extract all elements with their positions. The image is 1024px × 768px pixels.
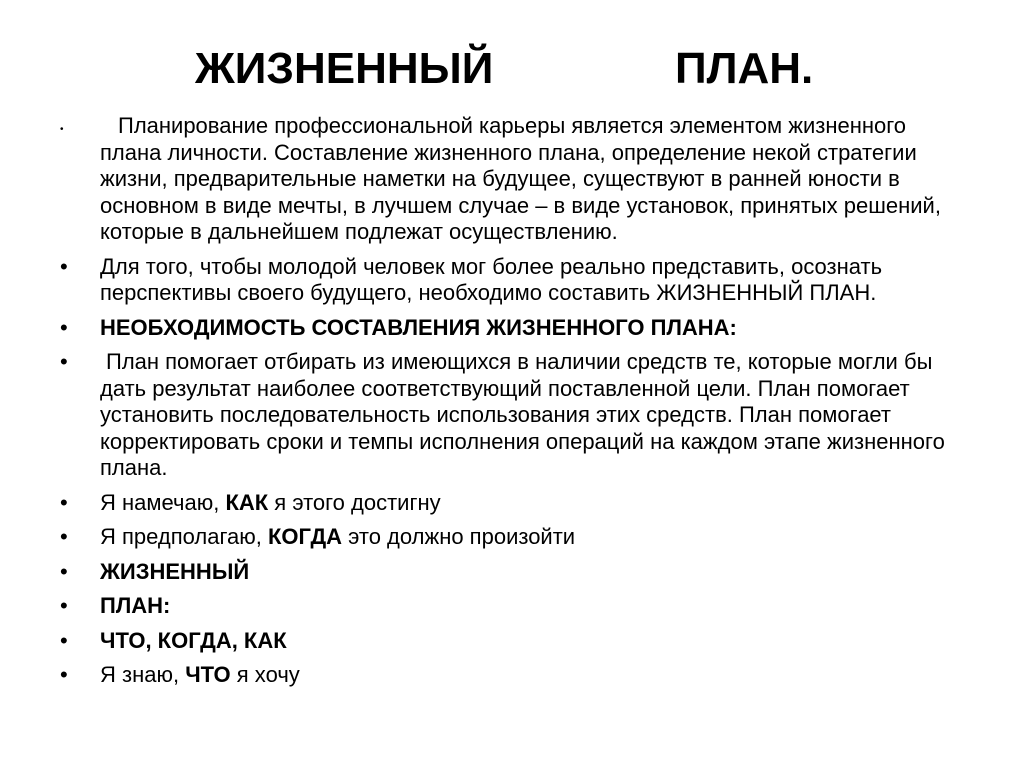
bullet-text <box>100 628 958 655</box>
bullet-bold-word: КАК <box>225 489 269 515</box>
bullet-text-after: я этого достигну <box>268 489 441 515</box>
bullet-what <box>58 662 958 689</box>
bullet-dot-icon: • <box>60 253 68 279</box>
bullet-when <box>58 524 958 551</box>
bullet-bold-word: ЧТО <box>185 662 231 687</box>
bullet-text <box>100 593 958 620</box>
bullet-text-after: я хочу <box>230 662 300 687</box>
bullet-text <box>100 559 958 586</box>
bullet-how <box>58 490 958 517</box>
bullet-text <box>100 490 958 517</box>
bullet-dot-icon: • <box>60 124 64 135</box>
bullet-text <box>100 315 958 342</box>
bullet-bold-word: КОГДА <box>267 524 343 549</box>
bullet-dot-icon: • <box>60 524 68 549</box>
bullet-text: Планирование профессиональной карьеры является элементом жизненного плана личности. Составление жизненного плана, определение некой стратегии жизни, предварительные наметки на будущее, существуют в ранней юности в основном в виде мечты, в лучшем случае – в виде установок, принятых решений, которые в дальнейшем подлежат осуществлению. <box>100 113 941 244</box>
bullet-life <box>58 559 958 586</box>
bullet-dot-icon: • <box>60 314 68 340</box>
bullet-necessity-heading <box>58 315 958 342</box>
bullet-text-before: Я знаю, <box>100 662 186 687</box>
bullet-dot-icon: • <box>60 558 68 584</box>
bullet-purpose <box>58 254 958 307</box>
bullet-list <box>58 113 958 697</box>
bullet-dot-icon: • <box>60 489 68 515</box>
title-word-1: ЖИЗНЕННЫЙ <box>195 44 494 93</box>
slide-title <box>0 38 1024 100</box>
bullet-plan-helps <box>58 349 958 482</box>
bullet-text: План помогает отбирать из имеющихся в наличии средств те, которые могли бы дать результат наиболее соответствующий поставленной цели. План помогает установить последовательность использования этих средств. План помогает корректировать сроки и темпы исполнения операций на каждом этапе жизненного плана. <box>100 349 945 480</box>
bullet-text-after: это должно произойти <box>342 524 576 549</box>
bullet-bold-text: ЧТО, КОГДА, КАК <box>100 627 287 653</box>
bullet-bold-text: ПЛАН: <box>100 593 171 618</box>
bullet-dot-icon: • <box>60 349 68 374</box>
bullet-text <box>100 662 958 689</box>
bullet-career-planning <box>58 113 958 246</box>
bullet-bold-text: ЖИЗНЕННЫЙ <box>100 558 250 584</box>
bullet-what-when-how <box>58 628 958 655</box>
title-word-2: ПЛАН. <box>675 44 814 93</box>
bullet-dot-icon: • <box>60 662 68 687</box>
bullet-text: Для того, чтобы молодой человек мог более реально представить, осознать перспективы своего будущего, необходимо составить ЖИЗНЕННЫЙ ПЛАН. <box>100 253 883 305</box>
bullet-dot-icon: • <box>60 593 68 618</box>
bullet-bold-text: НЕОБХОДИМОСТЬ СОСТАВЛЕНИЯ ЖИЗНЕННОГО ПЛАНА: <box>100 314 737 340</box>
bullet-plan <box>58 593 958 620</box>
bullet-text-before: Я намечаю, <box>100 489 226 515</box>
bullet-text <box>100 524 958 551</box>
bullet-text-before: Я предполагаю, <box>100 524 268 549</box>
bullet-dot-icon: • <box>60 627 68 653</box>
